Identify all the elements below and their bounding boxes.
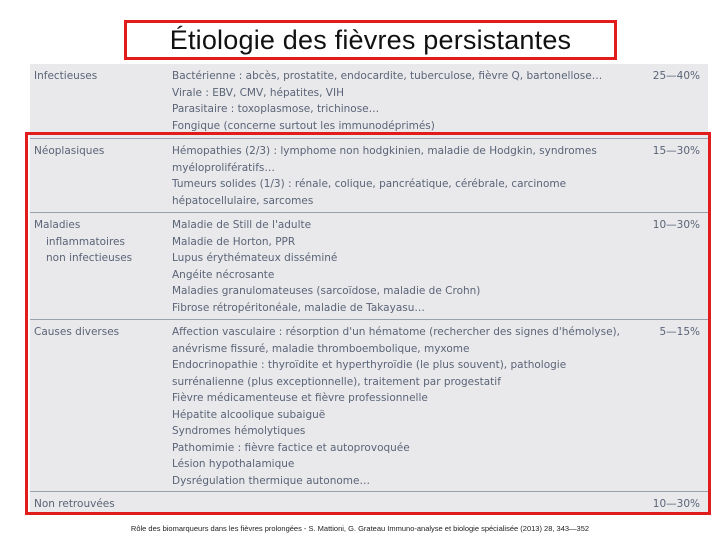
category-line: non infectieuses <box>46 252 133 264</box>
category-line: Infectieuses <box>34 70 98 82</box>
table-row-unknown <box>30 491 708 515</box>
description-line: Lupus érythémateux disséminé <box>172 252 338 264</box>
description-line: Fièvre médicamenteuse et fièvre professionnelle <box>172 392 428 404</box>
description-line: Virale : EBV, CMV, hépatites, VIH <box>172 86 344 99</box>
description-line: Hépatite alcoolique subaiguë <box>172 408 326 421</box>
description-line: surrénalienne (plus exceptionnelle), traitement par progestatif <box>172 375 501 388</box>
row-category <box>34 217 164 267</box>
description-line: anévrisme fissuré, maladie thromboembolique, myxome <box>172 342 470 355</box>
description-line: Maladies granulomateuses (sarcoïdose, maladie de Crohn) <box>172 285 481 297</box>
description-line: Maladie de Horton, PPR <box>172 235 296 248</box>
description-line: Parasitaire : toxoplasmose, trichinose… <box>172 103 380 115</box>
title-box <box>124 20 617 60</box>
row-description <box>172 217 634 316</box>
category-line: Non retrouvées <box>34 498 115 510</box>
row-percent: 25—40% <box>652 70 700 82</box>
row-category <box>34 143 164 160</box>
slide-title: Étiologie des fièvres persistantes <box>169 24 572 55</box>
description-line: Affection vasculaire : résorption d'un hématome (rechercher des signes d'hémolyse), <box>172 326 620 338</box>
citation-footer: Rôle des biomarqueurs dans les fièvres prolongées - S. Mattioni, G. Grateau Immuno-analyse et biologie spécialisée (2013) 28, 343—352 <box>130 524 590 533</box>
description-line: Fongique (concerne surtout les immunodéprimés) <box>172 119 435 132</box>
category-line: Néoplasiques <box>34 145 105 157</box>
row-category <box>34 324 164 341</box>
row-category <box>34 68 164 85</box>
category-line: Maladies <box>34 219 81 231</box>
description-line: myéloprolifératifs… <box>172 161 275 174</box>
description-line: Bactérienne : abcès, prostatite, endocardite, tuberculose, fièvre Q, bartonellose… <box>172 70 603 82</box>
description-line: Tumeurs solides (1/3) : rénale, colique, pancréatique, cérébrale, carcinome <box>172 178 567 190</box>
description-line: Dysrégulation thermique autonome… <box>172 474 370 487</box>
row-description <box>172 68 634 134</box>
description-line: Lésion hypothalamique <box>172 458 295 470</box>
description-line: Syndromes hémolytiques <box>172 425 306 437</box>
category-line: inflammatoires <box>46 235 125 248</box>
description-line: Angéite nécrosante <box>172 268 275 281</box>
row-percent: 5—15% <box>659 326 700 338</box>
description-line: Hémopathies (2/3) : lymphome non hodgkinien, maladie de Hodgkin, syndromes <box>172 145 597 157</box>
row-percent: 10—30% <box>652 219 700 231</box>
description-line: Pathomimie : fièvre factice et autoprovoquée <box>172 441 410 454</box>
row-category <box>34 496 164 513</box>
table-row-neoplastic <box>30 138 708 211</box>
row-description <box>172 324 634 489</box>
table-row-infectious <box>30 64 708 132</box>
description-line: Endocrinopathie : thyroïdite et hyperthyroïdie (le plus souvent), pathologie <box>172 359 567 371</box>
row-percent: 15—30% <box>652 145 700 157</box>
table-row-miscellaneous <box>30 319 708 492</box>
description-line: Fibrose rétropéritonéale, maladie de Takayasu… <box>172 301 425 314</box>
description-line: Maladie de Still de l'adulte <box>172 219 312 231</box>
row-percent: 10—30% <box>652 498 700 510</box>
category-line: Causes diverses <box>34 326 120 338</box>
row-description <box>172 143 634 209</box>
description-line: hépatocellulaire, sarcomes <box>172 194 314 207</box>
table-row-inflammatory <box>30 212 708 319</box>
